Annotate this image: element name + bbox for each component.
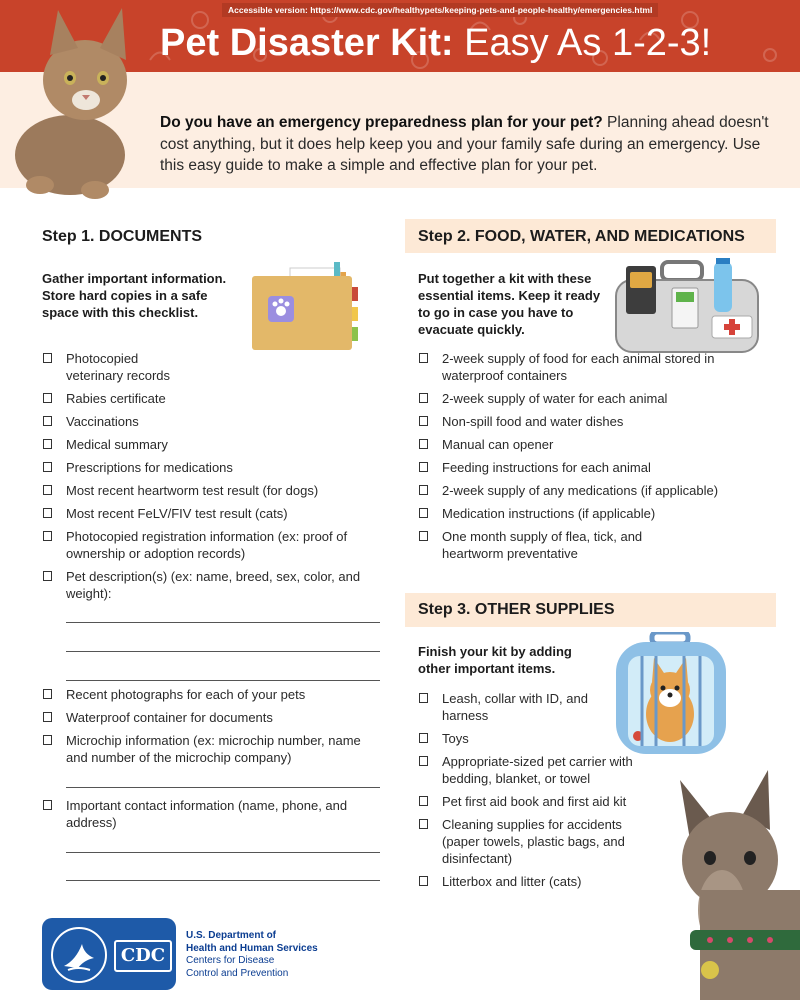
item-text: One month supply of flea, tick, and heartworm preventative bbox=[442, 529, 643, 561]
checkbox[interactable] bbox=[43, 800, 52, 810]
cat-photo bbox=[0, 0, 150, 200]
item-text: Recent photographs for each of your pets bbox=[66, 687, 306, 702]
write-in-line[interactable] bbox=[66, 787, 380, 788]
item-text: Manual can opener bbox=[442, 437, 554, 452]
checklist-item[interactable] bbox=[418, 528, 778, 562]
checkbox[interactable] bbox=[43, 735, 52, 745]
checkbox[interactable] bbox=[43, 462, 52, 472]
item-text: Most recent FeLV/FIV test result (cats) bbox=[66, 506, 288, 521]
item-text: Toys bbox=[442, 731, 469, 746]
title-rest: Easy As 1-2-3! bbox=[464, 22, 712, 64]
checkbox[interactable] bbox=[419, 508, 428, 518]
checklist-item[interactable] bbox=[418, 730, 648, 747]
agency-line2: Health and Human Services bbox=[186, 942, 318, 954]
write-in-line[interactable] bbox=[66, 880, 380, 881]
checkbox[interactable] bbox=[419, 819, 428, 829]
item-text: Waterproof container for documents bbox=[66, 710, 273, 725]
checklist-item[interactable] bbox=[418, 873, 648, 890]
item-text: Pet first aid book and first aid kit bbox=[442, 794, 627, 809]
intro-question: Do you have an emergency preparedness plan for your pet? bbox=[160, 114, 603, 131]
checklist-item[interactable] bbox=[418, 459, 778, 476]
intro-paragraph bbox=[160, 112, 770, 177]
checklist-item[interactable] bbox=[42, 390, 377, 407]
checkbox[interactable] bbox=[419, 462, 428, 472]
item-text: 2-week supply of food for each animal stored in waterproof containers bbox=[442, 351, 715, 383]
step2-heading: Step 2. FOOD, WATER, AND MEDICATIONS bbox=[418, 228, 745, 245]
hhs-eagle-seal-icon bbox=[50, 926, 108, 984]
dog-photo bbox=[650, 770, 800, 1000]
checkbox[interactable] bbox=[419, 756, 428, 766]
step1-checklist-a bbox=[42, 350, 377, 602]
write-in-line[interactable] bbox=[66, 680, 380, 681]
checkbox[interactable] bbox=[43, 353, 52, 363]
checkbox[interactable] bbox=[43, 508, 52, 518]
checkbox[interactable] bbox=[419, 416, 428, 426]
checklist-item[interactable] bbox=[42, 732, 377, 766]
item-text: Non-spill food and water dishes bbox=[442, 414, 624, 429]
checkbox[interactable] bbox=[43, 485, 52, 495]
checkbox[interactable] bbox=[43, 439, 52, 449]
item-text: 2-week supply of any medications (if applicable) bbox=[442, 483, 719, 498]
checklist-item[interactable] bbox=[42, 482, 377, 499]
page-title bbox=[160, 18, 711, 68]
checklist-item[interactable] bbox=[42, 459, 377, 476]
kit-bag-illustration bbox=[612, 258, 762, 356]
checklist-item[interactable] bbox=[42, 568, 377, 602]
item-text: Microchip information (ex: microchip number, name and number of the microchip company) bbox=[66, 733, 361, 765]
step1-heading: Step 1. DOCUMENTS bbox=[42, 228, 203, 245]
title-bold: Pet Disaster Kit: bbox=[160, 22, 454, 64]
item-text: Pet description(s) (ex: name, breed, sex, color, and weight): bbox=[66, 569, 361, 601]
cdc-wordmark: CDC bbox=[114, 940, 172, 972]
agency-line4: Control and Prevention bbox=[186, 967, 289, 979]
item-text: Photocopied veterinary records bbox=[66, 351, 171, 383]
item-text: Litterbox and litter (cats) bbox=[442, 874, 582, 889]
step2-checklist bbox=[418, 350, 778, 562]
checkbox[interactable] bbox=[419, 485, 428, 495]
checkbox[interactable] bbox=[43, 393, 52, 403]
step2-subtitle: Put together a kit with these essential items. Keep it ready to go in case you have to evacuate quickly. bbox=[418, 271, 601, 337]
checklist-item[interactable] bbox=[418, 505, 778, 522]
checklist-item[interactable] bbox=[42, 413, 377, 430]
item-text: 2-week supply of water for each animal bbox=[442, 391, 668, 406]
checkbox[interactable] bbox=[419, 531, 428, 541]
checkbox[interactable] bbox=[43, 531, 52, 541]
step1-subtitle: Gather important information. Store hard copies in a safe space with this checklist. bbox=[42, 271, 227, 320]
checkbox[interactable] bbox=[419, 393, 428, 403]
step1-checklist-c bbox=[42, 797, 377, 831]
item-text: Rabies certificate bbox=[66, 391, 166, 406]
item-text: Most recent heartworm test result (for dogs) bbox=[66, 483, 319, 498]
write-in-line[interactable] bbox=[66, 651, 380, 652]
checklist-item[interactable] bbox=[42, 528, 377, 562]
step1-checklist-b bbox=[42, 686, 377, 766]
checklist-item[interactable] bbox=[418, 816, 648, 867]
checkbox[interactable] bbox=[419, 733, 428, 743]
item-text: Appropriate-sized pet carrier with bedding, blanket, or towel bbox=[442, 754, 633, 786]
folder-illustration bbox=[250, 262, 360, 352]
checklist-item[interactable] bbox=[42, 686, 377, 703]
checklist-item[interactable] bbox=[418, 436, 778, 453]
step3-subtitle: Finish your kit by adding other important items. bbox=[418, 644, 572, 676]
write-in-line[interactable] bbox=[66, 852, 380, 853]
item-text: Medical summary bbox=[66, 437, 168, 452]
checkbox[interactable] bbox=[43, 416, 52, 426]
item-text: Medication instructions (if applicable) bbox=[442, 506, 656, 521]
checklist-item[interactable] bbox=[418, 390, 778, 407]
item-text: Leash, collar with ID, and harness bbox=[442, 691, 588, 723]
agency-line3: Centers for Disease bbox=[186, 955, 275, 966]
step3-checklist bbox=[418, 690, 648, 890]
step3-heading: Step 3. OTHER SUPPLIES bbox=[418, 601, 615, 618]
checklist-item[interactable] bbox=[418, 413, 778, 430]
checkbox[interactable] bbox=[419, 876, 428, 886]
hhs-cdc-logo bbox=[42, 918, 176, 990]
checklist-item[interactable] bbox=[42, 436, 377, 453]
checklist-item[interactable] bbox=[42, 797, 377, 831]
checkbox[interactable] bbox=[419, 353, 428, 363]
checklist-item[interactable] bbox=[42, 350, 377, 384]
write-in-line[interactable] bbox=[66, 622, 380, 623]
intro-body: Planning ahead doesn't cost anything, but it does help keep you and your family safe during an emergency. Use this easy guide to make a simple and effective plan for your pet. bbox=[160, 114, 769, 174]
accessible-version-link[interactable]: Accessible version: https://www.cdc.gov/healthypets/keeping-pets-and-people-healthy/emergencies.html bbox=[222, 3, 658, 17]
checkbox[interactable] bbox=[43, 689, 52, 699]
agency-name bbox=[186, 930, 318, 980]
checkbox[interactable] bbox=[43, 712, 52, 722]
item-text: Prescriptions for medications bbox=[66, 460, 233, 475]
checklist-item[interactable] bbox=[418, 482, 778, 499]
checkbox[interactable] bbox=[43, 571, 52, 581]
checklist-item[interactable] bbox=[418, 753, 648, 787]
item-text: Cleaning supplies for accidents (paper towels, plastic bags, and disinfectant) bbox=[442, 817, 625, 866]
item-text: Photocopied registration information (ex: proof of ownership or adoption records) bbox=[66, 529, 348, 561]
item-text: Vaccinations bbox=[66, 414, 139, 429]
checkbox[interactable] bbox=[419, 439, 428, 449]
checklist-item[interactable] bbox=[42, 505, 377, 522]
checklist-item[interactable] bbox=[418, 793, 648, 810]
checklist-item[interactable] bbox=[418, 350, 778, 384]
agency-line1: U.S. Department of bbox=[186, 930, 277, 941]
checkbox[interactable] bbox=[419, 796, 428, 806]
item-text: Feeding instructions for each animal bbox=[442, 460, 651, 475]
checklist-item[interactable] bbox=[42, 709, 377, 726]
checklist-item[interactable] bbox=[418, 690, 648, 724]
checkbox[interactable] bbox=[419, 693, 428, 703]
item-text: Important contact information (name, phone, and address) bbox=[66, 798, 348, 830]
